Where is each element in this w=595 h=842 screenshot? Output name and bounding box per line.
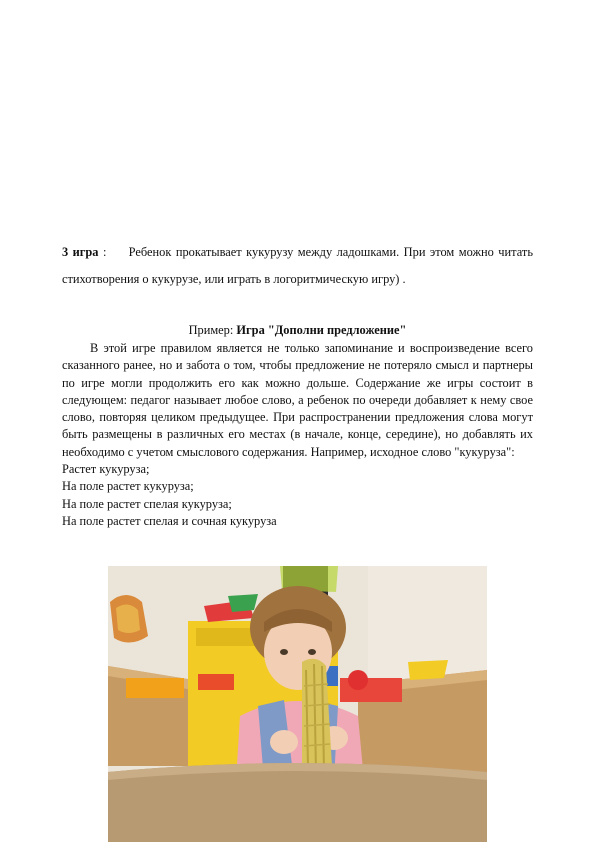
sentence-line: Растет кукуруза; <box>62 462 150 477</box>
game-number: 3 игра <box>62 245 99 259</box>
game-paragraph <box>62 239 533 293</box>
rules-paragraph: В этой игре правилом является не только запоминание и воспроизведение всего сказанного ранее, но и забота о том, чтобы предложение не потеряло смысл и партнеры по игре могли продолжить его как можно дольше. Содержание же игры состоит в следующем: педагог называет любое слово, а ребенок по очереди добавляет к нему свое слово, повторяя целиком предыдущее. При распространении предложения слова могут быть размещены в различных его местах (в начале, конце, середине), но добавлять их необходимо с учетом смыслового содержания. Например, исходное слово "кукуруза": <box>62 341 533 459</box>
example-title: Игра "Дополни предложение" <box>236 323 407 337</box>
game-description: Ребенок прокатывает кукурузу между ладошками. При этом можно читать стихотворения о кукурузе, или играть в логоритмическую игру) . <box>62 245 533 286</box>
rules-block <box>62 340 533 530</box>
example-heading <box>62 322 533 339</box>
sentence-line: На поле растет кукуруза; <box>62 479 194 494</box>
photo-illustration <box>108 566 487 842</box>
sentence-line: На поле растет спелая и сочная кукуруза <box>62 513 277 528</box>
child-with-corn-photo <box>108 566 487 842</box>
example-prefix: Пример: <box>188 323 237 337</box>
sentence-line: На поле растет спелая кукуруза; <box>62 496 232 511</box>
game-separator: : <box>102 245 107 259</box>
